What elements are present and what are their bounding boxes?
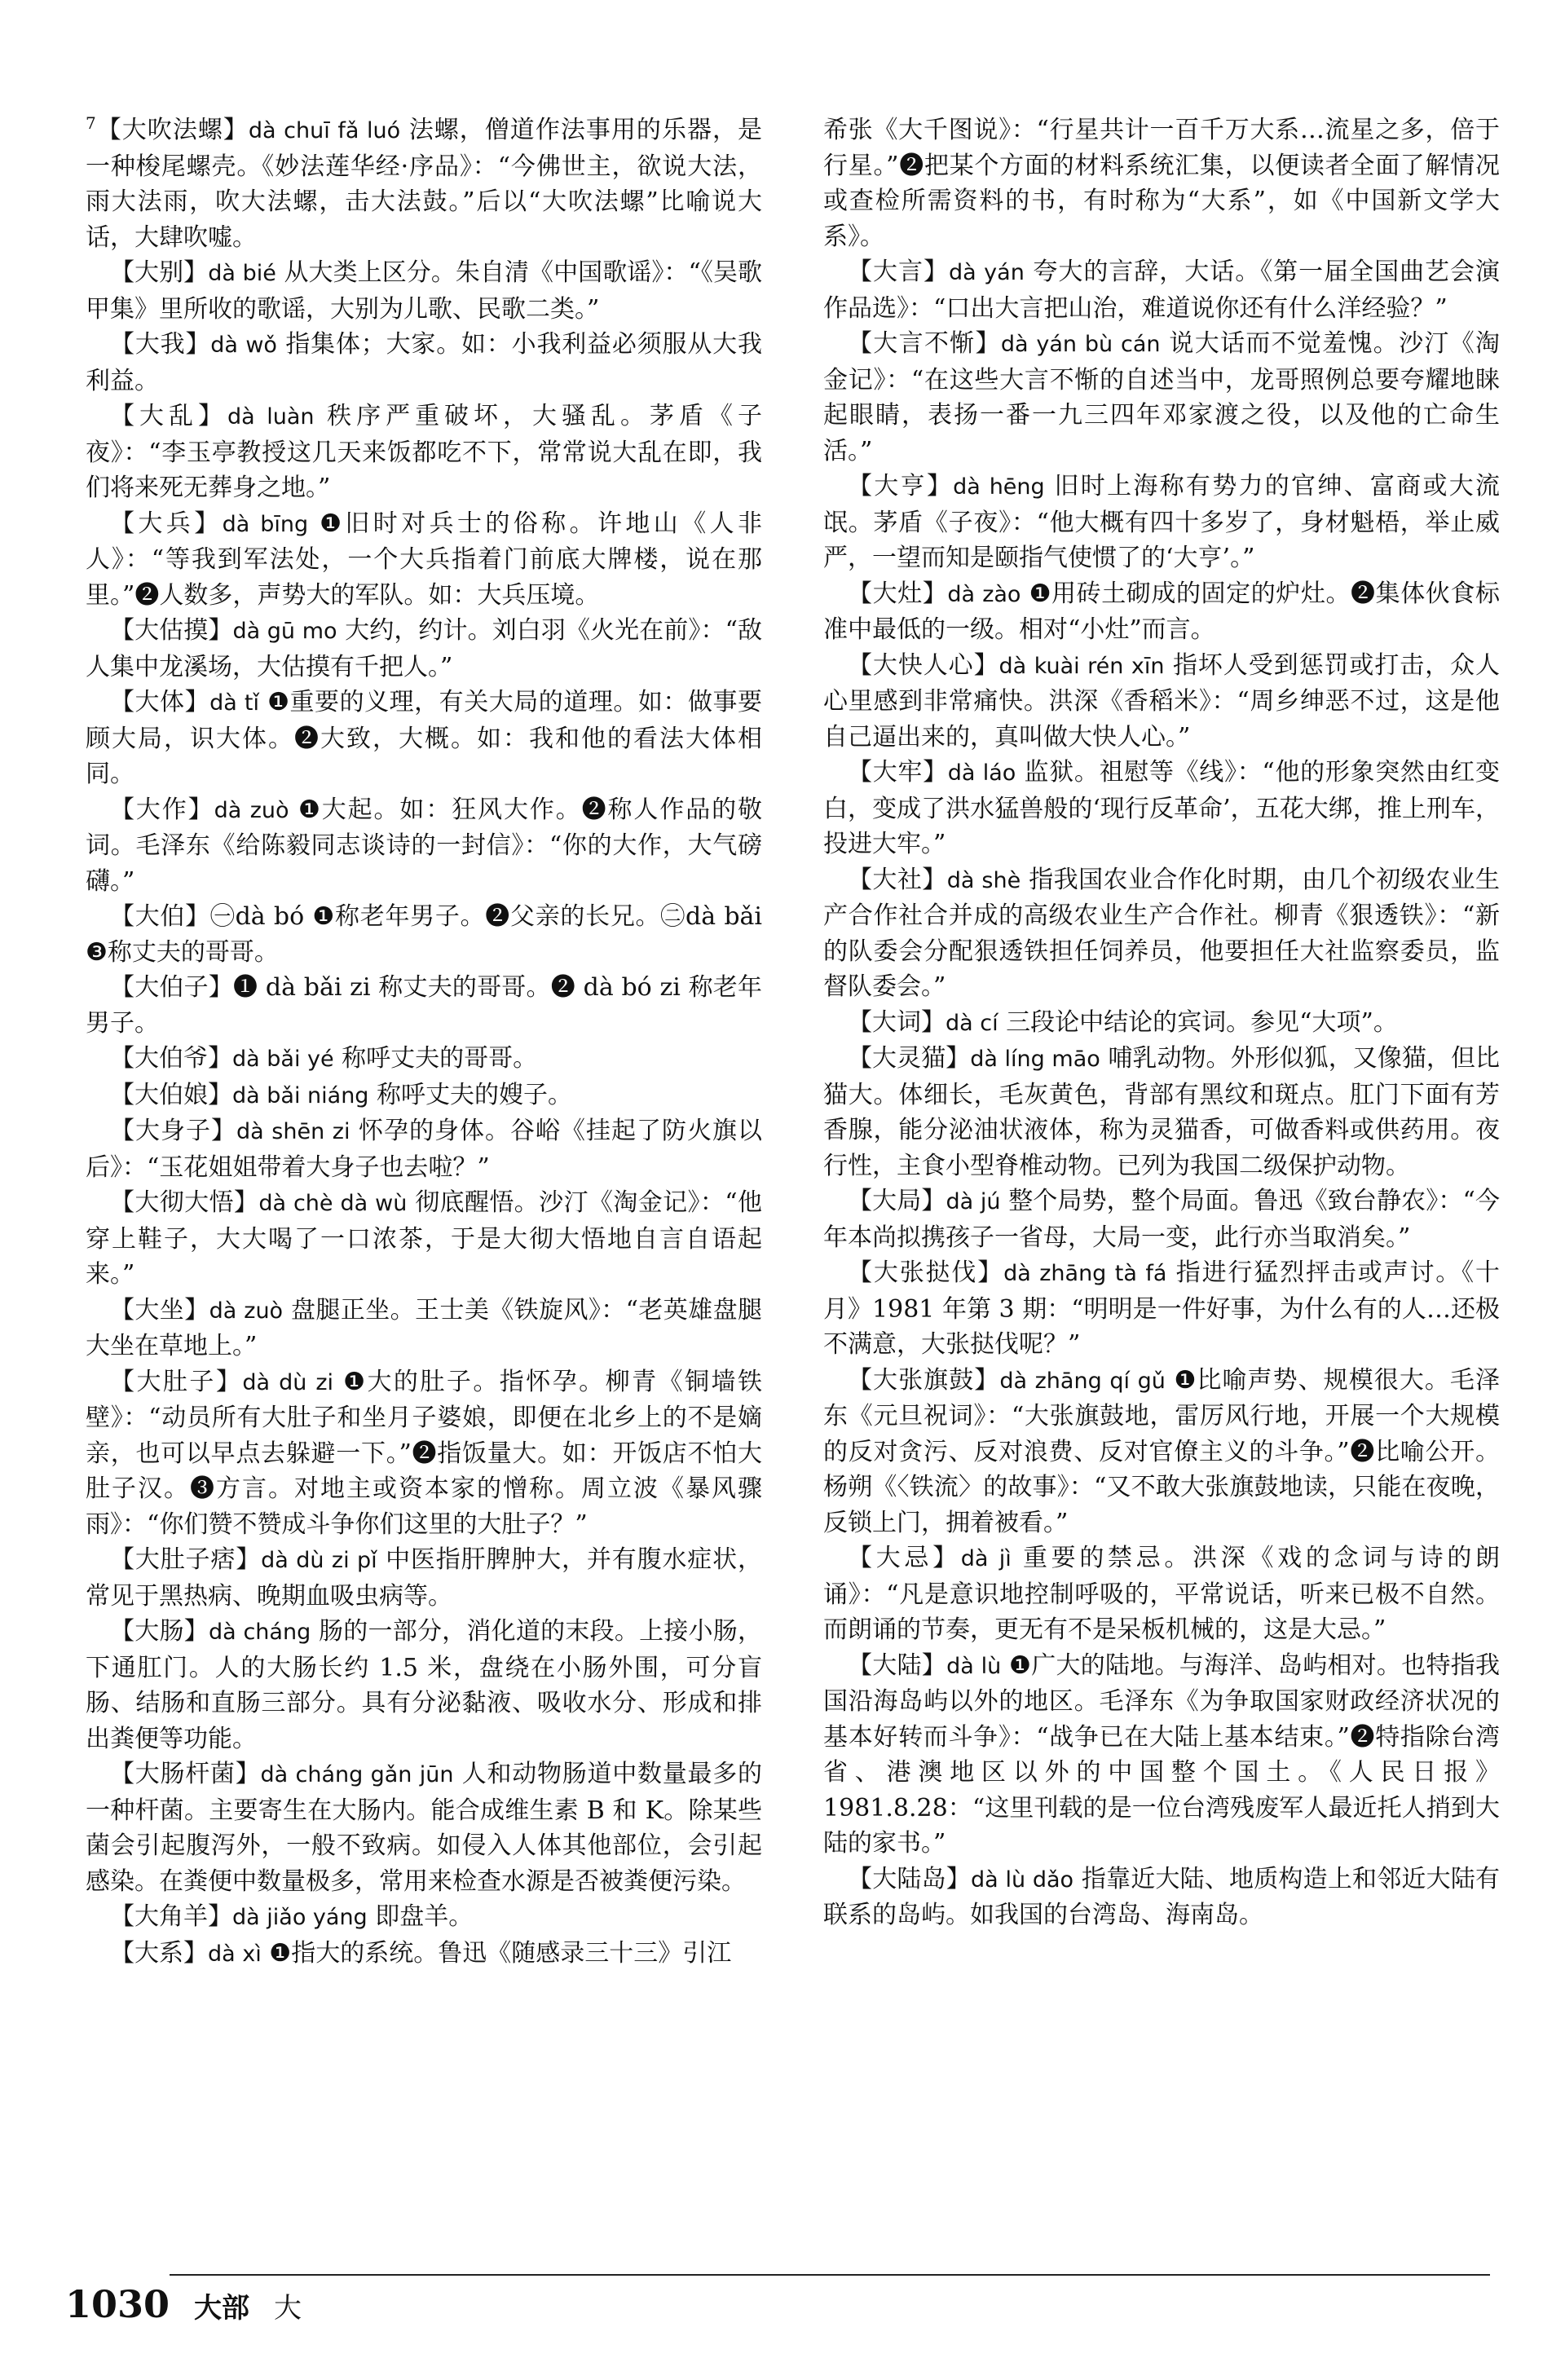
- entry-headword: 【大灶】: [848, 579, 948, 608]
- entry-definition: ❶ dà bǎi zi 称丈夫的哥哥。❷ dà bó zi 称老年男子。: [86, 973, 762, 1038]
- dictionary-entry: [86, 1899, 762, 1936]
- entry-pinyin: dà bīng: [222, 511, 309, 537]
- entry-headword: 【大身子】: [110, 1117, 237, 1145]
- entry-pinyin: dà xì: [208, 1941, 262, 1967]
- dictionary-entry: [823, 862, 1500, 1005]
- dictionary-entry: [823, 254, 1500, 326]
- dictionary-entry: [86, 1113, 762, 1185]
- entry-headword: 【大肚子】: [110, 1367, 243, 1396]
- entry-definition: 人和动物肠道中数量最多的一种杆菌。主要寄生在大肠内。能合成维生素 B 和 K。除某些菌会引起腹泻外，一般不致病。如侵入人体其他部位，会引起感染。在粪便中数量极多，常用来检查水源是否被粪便污染。: [86, 1760, 763, 1896]
- entry-pinyin: dà cí: [946, 1010, 999, 1036]
- entry-headword: 【大坐】: [110, 1295, 209, 1324]
- entry-definition: 称呼丈夫的哥哥。: [342, 1044, 538, 1073]
- entry-headword: 【大局】: [848, 1187, 946, 1215]
- entry-definition: 监狱。祖慰等《线》：“他的形象突然由红变白，变成了洪水猛兽般的‘现行反革命’，五花大绑，推上刑车，投进大牢。”: [823, 758, 1500, 858]
- entry-pinyin: dà jiǎo yáng: [232, 1905, 368, 1930]
- entry-pinyin: dà cháng: [208, 1620, 311, 1645]
- entry-headword: 【大伯】: [110, 902, 210, 931]
- section-label: 大部: [194, 2292, 250, 2325]
- entry-headword: 【大社】: [848, 865, 947, 894]
- dictionary-entry: [823, 1648, 1500, 1862]
- entry-pinyin: dà lù: [946, 1653, 1002, 1679]
- dictionary-entry: [86, 1185, 762, 1293]
- entry-headword: 【大我】: [110, 330, 211, 359]
- entry-pinyin: dà chè dà wù: [258, 1191, 408, 1216]
- entry-definition: 法螺，僧道作法事用的乐器，是一种梭尾螺壳。《妙法莲华经·序品》：“今佛世主，欲说大法，雨大法雨，吹大法螺，击大法鼓。”后以“大吹法螺”比喻说大话，大肆吹嘘。: [86, 116, 763, 252]
- entry-definition: 肠的一部分，消化道的末段。上接小肠，下通肛门。人的大肠长约 1.5 米，盘绕在小肠外围，可分盲肠、结肠和直肠三部分。具有分泌黏液、吸收水分、形成和排出粪便等功能。: [86, 1617, 763, 1753]
- entry-pinyin: dà zhāng tà fá: [1003, 1261, 1167, 1286]
- entry-headword: 【大肠杆菌】: [110, 1760, 261, 1788]
- entry-pinyin: dà dù zi: [242, 1369, 334, 1395]
- entry-definition: 三段论中结论的宾词。参见“大项”。: [1006, 1007, 1398, 1037]
- entry-definition: ㊀dà bó ❶称老年男子。❷父亲的长兄。㊁dà bǎi ❸称丈夫的哥哥。: [86, 902, 763, 967]
- entry-pinyin: dà dù zi pǐ: [261, 1548, 377, 1573]
- dictionary-entry: [86, 1614, 762, 1756]
- dictionary-entry: [823, 1183, 1500, 1255]
- dictionary-entry: [823, 1862, 1500, 1933]
- dictionary-entry: [823, 1005, 1500, 1042]
- dictionary-entry: [86, 506, 762, 614]
- entry-pinyin: dà gū mo: [232, 619, 337, 644]
- entry-pinyin: dà zhāng qí gǔ: [999, 1368, 1166, 1394]
- entry-headword: 【大张旗鼓】: [848, 1365, 1000, 1395]
- entry-definition: ❶比喻声势、规模很大。毛泽东《元旦祝词》：“大张旗鼓地，雷厉风行地，开展一个大规模的反对贪污、反对浪费、反对官僚主义的斗争。”❷比喻公开。杨朔《〈铁流〉的故事》：“又不敢大张旗鼓地读，只能在夜晚，反锁上门，拥着被看。”: [823, 1365, 1500, 1537]
- entry-headword: 【大系】: [110, 1938, 208, 1968]
- entry-headword: 【大别】: [110, 258, 209, 287]
- entry-definition: 秩序严重破坏，大骚乱。茅盾《子夜》：“李玉亭教授这几天来饭都吃不下，常常说大乱在即，我们将来死无葬身之地。”: [86, 402, 763, 502]
- entry-definition: 大约，约计。刘白羽《火光在前》：“敌人集中龙溪场，大估摸有千把人。”: [86, 616, 762, 681]
- entry-headword: 【大伯子】: [110, 973, 233, 1002]
- entry-pinyin: dà wǒ: [210, 333, 277, 358]
- entry-pinyin: dà yán bù cán: [1000, 332, 1161, 357]
- dictionary-entry: [823, 1363, 1500, 1541]
- entry-headword: 【大灵猫】: [848, 1044, 971, 1073]
- dictionary-entry: [86, 1542, 762, 1614]
- entry-definition: 说大话而不觉羞愧。沙汀《淘金记》：“在这些大言不惭的自述当中，龙哥照例总要夸耀地睐起眼睛，表扬一番一九三四年邓家渡之役，以及他的亡命生活。”: [823, 329, 1501, 465]
- dictionary-entry: [823, 648, 1500, 756]
- dictionary-entry: [86, 327, 762, 399]
- entry-definition: 中医指肝脾肿大，并有腹水症状，常见于黑热病、晚期血吸虫病等。: [86, 1545, 763, 1611]
- entry-pinyin: dà jì: [960, 1546, 1012, 1571]
- entry-pinyin: dà luàn: [227, 404, 315, 430]
- entry-headword: 【大张挞伐】: [848, 1258, 1004, 1287]
- dictionary-entry: [823, 326, 1500, 469]
- dictionary-entry: [86, 1041, 762, 1078]
- dictionary-entry: [86, 613, 762, 685]
- entry-definition: 从大类上区分。朱自清《中国歌谣》：“《吴歌甲集》里所收的歌谣，大别为儿歌、民歌二类。”: [86, 258, 763, 324]
- entry-definition: 旧时上海称有势力的官绅、富商或大流氓。茅盾《子夜》：“他大概有四十多岁了，身材魁梧，举止威严，一望而知是颐指气使惯了的‘大亨’。”: [823, 472, 1501, 572]
- entry-pinyin: dà jú: [946, 1189, 1001, 1214]
- entry-definition: ❶大起。如：狂风大作。❷称人作品的敬词。毛泽东《给陈毅同志谈诗的一封信》：“你的大作，大气磅礴。”: [86, 795, 762, 896]
- entry-pinyin: dà zào: [947, 581, 1021, 607]
- entry-definition: ❶用砖土砌成的固定的炉灶。❷集体伙食标准中最低的一级。相对“小灶”而言。: [823, 579, 1500, 644]
- dictionary-entry: [823, 755, 1500, 862]
- entry-definition: ❶广大的陆地。与海洋、岛屿相对。也特指我国沿海岛屿以外的地区。毛泽东《为争取国家财政经济状况的基本好转而斗争》：“战争已在大陆上基本结束。”❷特指除台湾省、港澳地区以外的中国整个国土。《人民日报》1981.8.28：“这里刊载的是一位台湾残废军人最近托人捎到大陆的家书。”: [823, 1651, 1500, 1858]
- entry-definition: ❶旧时对兵士的俗称。许地山《人非人》：“等我到军法处，一个大兵指着门前底大牌楼，说在那里。”❷人数多，声势大的军队。如：大兵压境。: [86, 509, 762, 610]
- entry-definition: 怀孕的身体。谷峪《挂起了防火旗以后》：“玉花姐姐带着大身子也去啦？”: [86, 1117, 763, 1182]
- entry-pinyin: dà shēn zi: [236, 1119, 350, 1144]
- entry-headword: 【大角羊】: [110, 1902, 232, 1931]
- dictionary-entry: [823, 112, 1500, 254]
- entry-headword: 【大体】: [110, 688, 210, 716]
- entry-definition: 盘腿正坐。王士美《铁旋风》：“老英雄盘腿大坐在草地上。”: [86, 1295, 762, 1360]
- entry-pinyin: dà bǎi niáng: [232, 1082, 369, 1108]
- entry-definition: 重要的禁忌。洪深《戏的念词与诗的朗诵》：“凡是意识地控制呼吸的，平常说话，听来已极不自然。而朗诵的节奏，更无有不是呆板机械的，这是大忌。”: [823, 1544, 1501, 1644]
- entry-headword: 【大伯爷】: [110, 1044, 232, 1073]
- dictionary-entry: [86, 1936, 762, 1972]
- entry-definition: ❶指大的系统。鲁迅《随感录三十三》引江: [269, 1938, 732, 1968]
- dictionary-entry: [86, 1756, 762, 1899]
- entry-pinyin: dà hēng: [953, 474, 1045, 500]
- entry-definition: 称呼丈夫的嫂子。: [377, 1080, 572, 1109]
- entry-marker: 7: [86, 113, 96, 133]
- dictionary-entry: [86, 1364, 762, 1543]
- entry-headword: 【大彻大悟】: [110, 1188, 259, 1217]
- entry-pinyin: dà kuài rén xīn: [999, 653, 1165, 679]
- dictionary-entry: [86, 899, 762, 970]
- entry-headword: 【大肠】: [110, 1617, 209, 1646]
- page-footer: [65, 2282, 302, 2326]
- entry-definition: 即盘羊。: [375, 1902, 474, 1931]
- entry-headword: 【大估摸】: [110, 616, 233, 645]
- entry-definition: 指靠近大陆、地质构造上和邻近大陆有联系的岛屿。如我国的台湾岛、海南岛。: [823, 1864, 1501, 1929]
- dictionary-entry: [86, 255, 762, 327]
- entry-pinyin: dà zuò: [209, 1298, 284, 1324]
- entry-headword: 【大作】: [110, 795, 214, 824]
- dictionary-entry: [86, 1293, 762, 1364]
- entry-definition: 夸大的言辞，大话。《第一届全国曲艺会演作品选》：“口出大言把山治，难道说你还有什么洋经验？”: [823, 258, 1501, 323]
- entry-headword: 【大陆岛】: [848, 1864, 971, 1893]
- entry-headword: 【大伯娘】: [110, 1080, 232, 1109]
- footer-divider: [170, 2274, 1490, 2276]
- entry-pinyin: dà líng māo: [970, 1047, 1100, 1072]
- entry-definition: 希张《大千图说》：“行星共计一百千万大系…流星之多，倍于行星。”❷把某个方面的材料系统汇集，以便读者全面了解情况或查检所需资料的书，有时称为“大系”，如《中国新文学大系》。: [823, 116, 1500, 251]
- entry-pinyin: dà shè: [946, 867, 1021, 893]
- dictionary-entry: [86, 112, 762, 255]
- entry-definition: 整个局势，整个局面。鲁迅《致台静农》：“今年本尚拟携孩子一省母，大局一变，此行亦当取消矣。”: [823, 1187, 1500, 1252]
- entry-definition: 指进行猛烈抨击或声讨。《十月》1981 年第 3 期：“明明是一件好事，为什么有的人…还极不满意，大张挞伐呢？”: [823, 1258, 1501, 1359]
- entry-headword: 【大词】: [848, 1007, 946, 1037]
- entry-headword: 【大忌】: [848, 1544, 961, 1572]
- dictionary-entry: [823, 469, 1500, 576]
- entry-definition: 指集体；大家。如：小我利益必须服从大我利益。: [86, 330, 762, 395]
- dictionary-entry: [823, 1255, 1500, 1363]
- dictionary-entry: [823, 1041, 1500, 1183]
- entry-definition: ❶大的肚子。指怀孕。柳青《铜墙铁壁》：“动员所有大肚子和坐月子婆娘，即便在北乡上的不是嫡亲，也可以早点去躲避一下。”❷指饭量大。如：开饭店不怕大肚子汉。❸方言。对地主或资本家的憎称。周立波《暴风骤雨》：“你们赞不赞成斗争你们这里的大肚子？”: [86, 1367, 762, 1539]
- entry-pinyin: dà cháng gǎn jūn: [260, 1762, 454, 1787]
- entry-definition: ❶重要的义理，有关大局的道理。如：做事要顾大局，识大体。❷大致，大概。如：我和他的看法大体相同。: [86, 688, 763, 788]
- entry-headword: 【大言】: [848, 258, 949, 286]
- left-column: [86, 112, 762, 1972]
- entry-definition: 哺乳动物。外形似狐，又像猫，但比猫大。体细长，毛灰黄色，背部有黑纹和斑点。肛门下面有芳香腺，能分泌油状液体，称为灵猫香，可做香料或供药用。夜行性，主食小型脊椎动物。已列为我国二级保护动物。: [823, 1044, 1501, 1180]
- entry-definition: 指坏人受到惩罚或打击，众人心里感到非常痛快。洪深《香稻米》：“周乡绅恶不过，这是他自己逼出来的，真叫做大快人心。”: [823, 650, 1500, 751]
- dictionary-entry: [86, 970, 762, 1041]
- entry-pinyin: dà chuī fǎ luó: [248, 118, 401, 143]
- dictionary-entry: [86, 792, 762, 900]
- entry-pinyin: dà tǐ: [209, 690, 260, 716]
- entry-headword: 【大吹法螺】: [95, 116, 249, 144]
- dictionary-entry: [823, 1540, 1500, 1648]
- dictionary-entry: [86, 399, 762, 506]
- entry-definition: 彻底醒悟。沙汀《淘金记》：“他穿上鞋子，大大喝了一口浓茶，于是大彻大悟地自言自语起来。”: [86, 1188, 762, 1289]
- entry-definition: 指我国农业合作化时期，由几个初级农业生产合作社合并成的高级农业生产合作社。柳青《狠透铁》：“新的队委会分配狠透铁担任饲养员，他要担任大社监察委员，监督队委会。”: [823, 865, 1501, 1001]
- entry-pinyin: dà yán: [948, 260, 1025, 285]
- entry-headword: 【大快人心】: [848, 650, 999, 680]
- entry-headword: 【大陆】: [848, 1651, 947, 1680]
- dictionary-entry: [86, 1078, 762, 1114]
- entry-headword: 【大乱】: [110, 402, 227, 430]
- entry-headword: 【大牢】: [848, 758, 948, 787]
- dictionary-entry: [86, 685, 762, 792]
- section-char: 大: [274, 2292, 302, 2325]
- entry-pinyin: dà láo: [947, 760, 1016, 786]
- entry-headword: 【大兵】: [110, 509, 223, 538]
- dictionary-entry: [823, 576, 1500, 648]
- entry-pinyin: dà zuò: [214, 797, 289, 823]
- entry-headword: 【大肚子痞】: [110, 1545, 262, 1574]
- entry-headword: 【大言不惭】: [848, 329, 1001, 358]
- page-number: 1030: [65, 2282, 170, 2326]
- entry-pinyin: dà bǎi yé: [232, 1047, 334, 1072]
- entry-pinyin: dà bié: [208, 261, 276, 286]
- entry-headword: 【大亨】: [848, 472, 954, 500]
- entry-pinyin: dà lù dǎo: [971, 1867, 1074, 1893]
- right-column: [823, 112, 1500, 1933]
